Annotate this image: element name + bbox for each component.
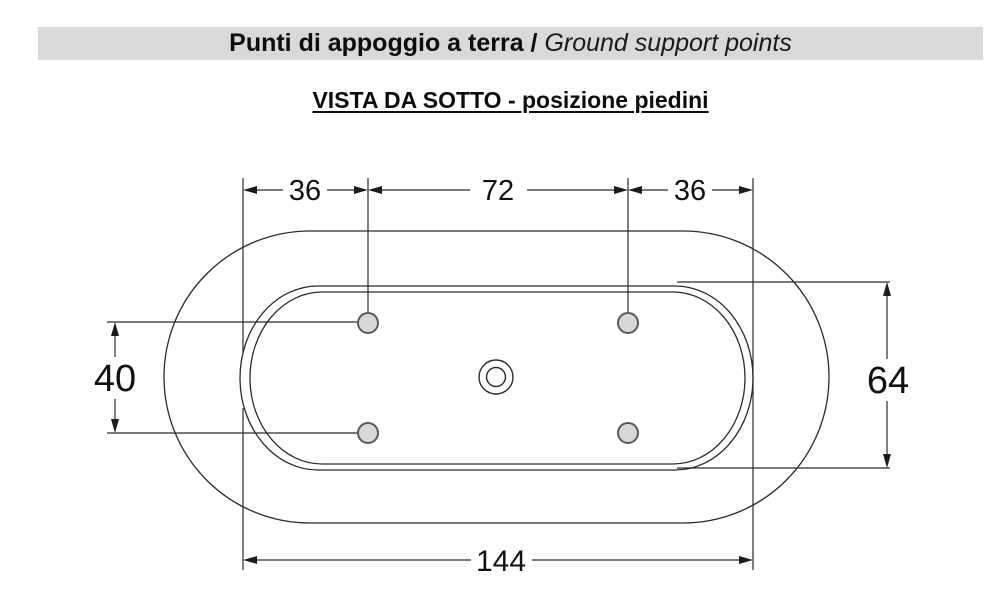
dim-label-top-center: 72 [481, 175, 515, 207]
dim-label-top-right: 36 [673, 175, 707, 207]
arrow-right [614, 186, 628, 194]
arrow-left [628, 186, 642, 194]
drain-outer-circle [479, 360, 513, 394]
inner-rim-outline-outer [240, 286, 753, 470]
arrow-right [739, 556, 753, 564]
arrow-right [354, 186, 368, 194]
inner-rim-outline-inner [250, 292, 745, 464]
dimension-right [677, 282, 890, 468]
support-feet [358, 313, 638, 443]
dim-label-bottom: 144 [475, 545, 527, 578]
arrow-up [111, 322, 119, 336]
arrow-left [368, 186, 382, 194]
drain-inner-circle [487, 368, 506, 387]
arrow-left [243, 556, 257, 564]
foot-bottom-right [618, 423, 638, 443]
tub-outlines [164, 231, 829, 523]
arrow-right [739, 186, 753, 194]
foot-bottom-left [358, 423, 378, 443]
title-separator: / [523, 29, 545, 57]
foot-top-left [358, 313, 378, 333]
dimension-left [107, 322, 357, 433]
foot-top-right [618, 313, 638, 333]
title-italian: Punti di appoggio a terra [229, 29, 524, 57]
arrow-left [243, 186, 257, 194]
outer-tub-outline [164, 231, 829, 523]
dim-label-right: 64 [866, 360, 910, 402]
dimension-top-chain [243, 178, 753, 570]
title-english: Ground support points [544, 29, 792, 57]
arrow-down [883, 454, 891, 468]
dim-label-left: 40 [93, 358, 137, 400]
subtitle: VISTA DA SOTTO - posizione piedini [312, 87, 709, 113]
arrow-down [111, 419, 119, 433]
arrow-up [883, 282, 891, 296]
dim-label-top-left: 36 [288, 175, 322, 207]
center-drain-mark [479, 360, 513, 394]
